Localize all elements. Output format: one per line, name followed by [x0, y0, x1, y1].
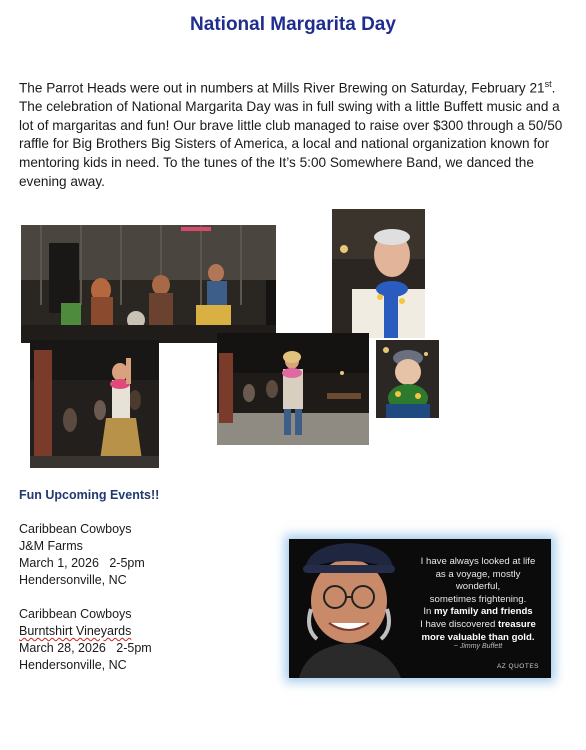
man-with-leis-photo [332, 209, 425, 338]
child-photo [376, 340, 439, 418]
event-datetime: March 28, 2026 2-5pm [19, 641, 152, 655]
quote-line: sometimes frightening. [429, 593, 527, 605]
event-location: Hendersonville, NC [19, 658, 127, 672]
quote-line: I have always looked at life [420, 556, 536, 567]
crowd-photo [217, 333, 369, 445]
intro-superscript: st [544, 79, 552, 89]
quote-line: In [423, 606, 435, 618]
page-title: National Margarita Day [190, 14, 396, 35]
quote-emphasis: my family and friends [434, 606, 533, 618]
event-item [19, 606, 152, 674]
intro-part2: . The celebration of National Margarita Day was in full swing with a little Buffett music and a lot of margaritas and fun! Our brave little club managed to raise over $300 through a 50/50 raffle for Big Brothers Big Sisters of America, a local and national organization known for mentoring kids in need. To the tunes of the It’s 5:00 Somewhere Band, we danced the evening away. [19, 80, 563, 189]
quote-emphasis: treasure [498, 618, 536, 630]
events-heading: Fun Upcoming Events!! [19, 488, 160, 502]
event-datetime: March 1, 2026 2-5pm [19, 556, 145, 570]
quote-line: I have discovered [420, 618, 498, 630]
band-photo [21, 225, 276, 343]
event-venue: J&M Farms [19, 539, 83, 553]
quote-brand-logo: AZ QUOTES [496, 663, 539, 670]
event-item [19, 521, 145, 589]
event-name: Caribbean Cowboys [19, 522, 132, 536]
quote-emphasis: more valuable than gold. [421, 631, 535, 643]
event-venue: Burntshirt Vineyards [19, 624, 132, 638]
quote-author: ~ Jimmy Buffett [453, 643, 503, 650]
quote-line: as a voyage, mostly wonderful, [435, 568, 521, 593]
quote-text [413, 556, 543, 644]
dancing-woman-photo [30, 340, 159, 468]
event-name: Caribbean Cowboys [19, 607, 132, 621]
jimmy-buffett-portrait [289, 539, 419, 678]
intro-part1: The Parrot Heads were out in numbers at Mills River Brewing on Saturday, February 21 [19, 80, 545, 96]
jimmy-buffett-quote-card [289, 539, 551, 678]
event-location: Hendersonville, NC [19, 573, 127, 587]
intro-paragraph [19, 75, 564, 191]
